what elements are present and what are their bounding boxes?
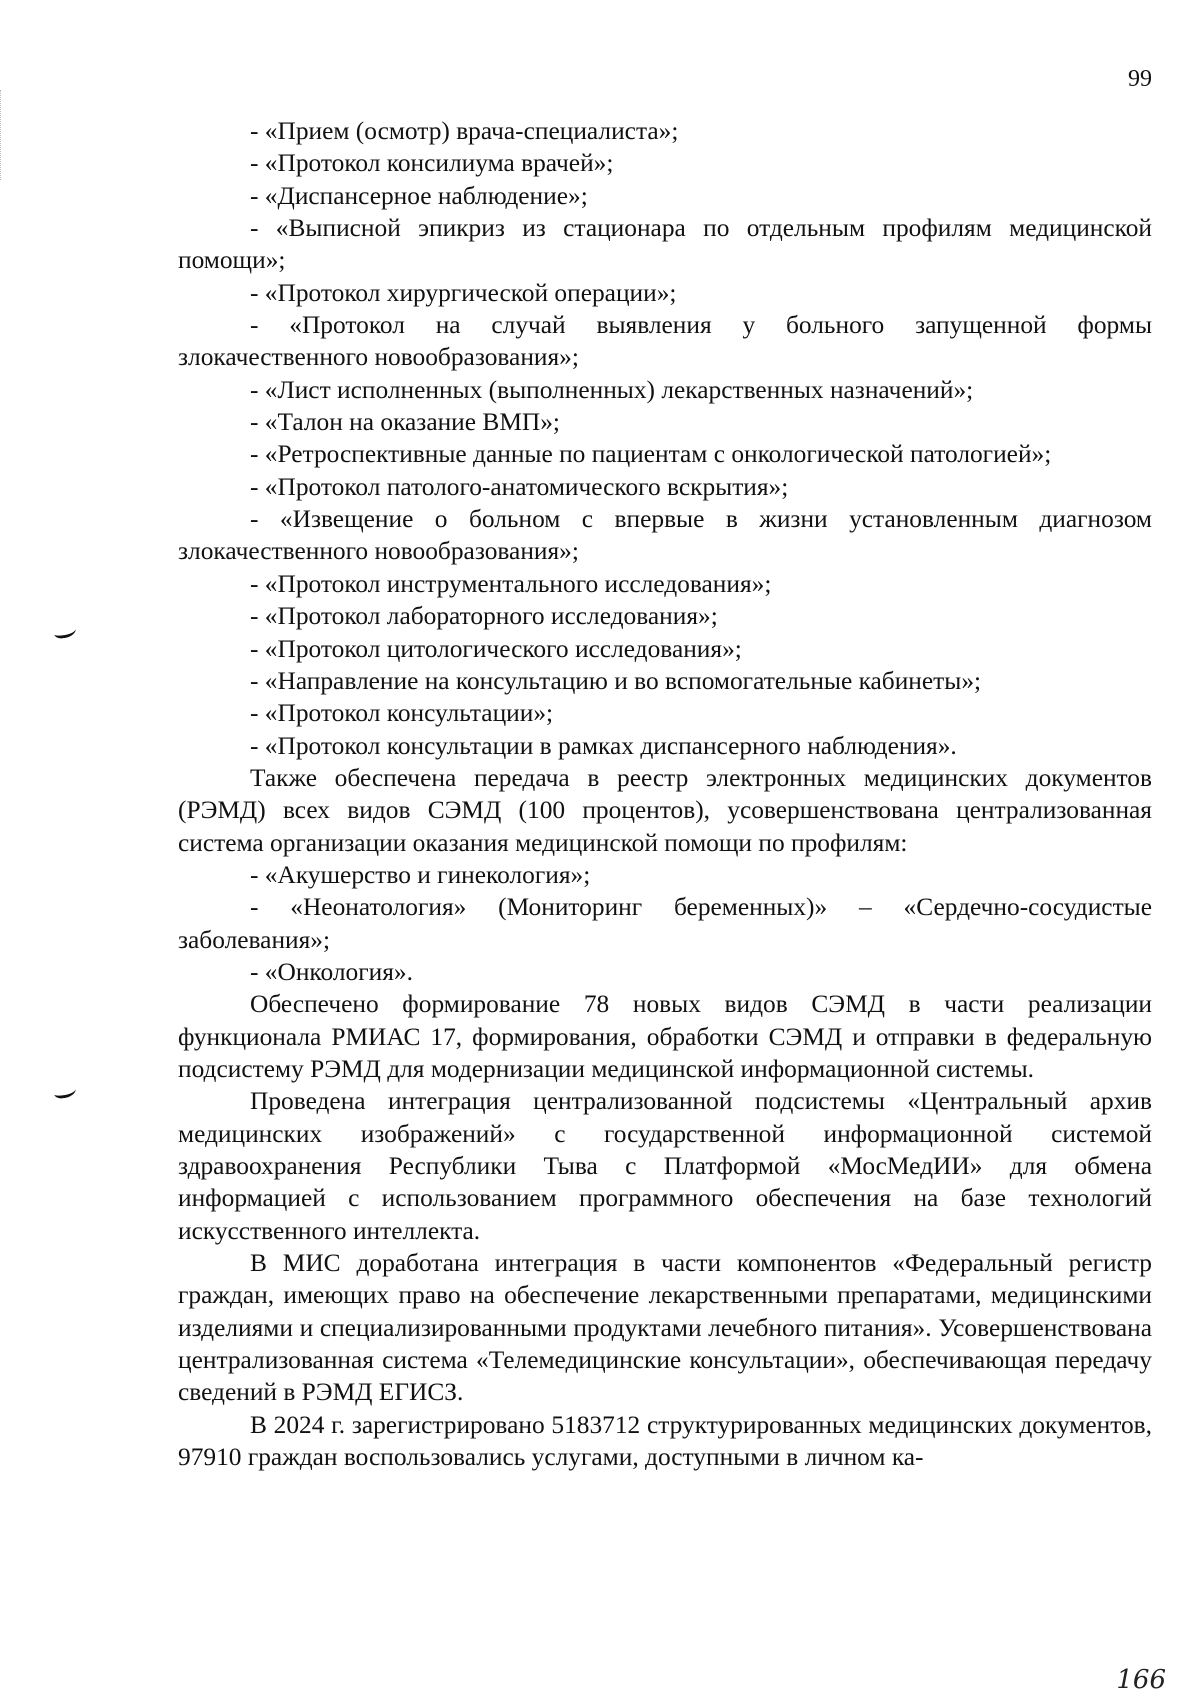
paragraph: Проведена интеграция централизованной подсистемы «Центральный архив медицинских изображений» с государственной информационной системой здравоохранения Республики Тыва с Платформой «МосМедИИ» для обмена информацией с использованием программного обеспечения на базе технологий искусственного интеллекта.	[178, 1087, 1152, 1245]
list-item: - «Талон на оказание ВМП»;	[250, 408, 560, 437]
list-item: - «Протокол консультации в рамках диспансерного наблюдения».	[250, 731, 957, 760]
list-item: - «Прием (осмотр) врача-специалиста»;	[250, 117, 679, 145]
list-item: - «Выписной эпикриз из стационара по отдельным профилям медицинской помощи»;	[178, 214, 1152, 275]
page-number: 99	[1128, 66, 1152, 92]
list-item: - «Протокол хирургической операции»;	[250, 278, 677, 307]
list-item: - «Лист исполненных (выполненных) лекарственных назначений»;	[250, 375, 974, 404]
list-item: - «Онкология».	[250, 957, 413, 986]
list-item: - «Протокол инструментального исследования»;	[250, 569, 772, 598]
list-item: - «Протокол лабораторного исследования»;	[250, 602, 718, 631]
document-body	[178, 115, 1152, 1473]
list-item: - «Протокол патолого-анатомического вскрытия»;	[250, 472, 789, 501]
list-item: - «Протокол консультации»;	[250, 699, 554, 728]
paragraph-remd: Также обеспечена передача в реестр электронных медицинских документов (РЭМД) всех видов СЭМД (100 процентов), усовершенствована централизованная система организации оказания медицинской помощи по профилям:	[178, 763, 1152, 857]
list-item: - «Протокол на случай выявления у больного запущенной формы злокачественного новообразования»;	[178, 311, 1152, 372]
handwritten-page-mark: 166	[1116, 1665, 1166, 1695]
paragraph: В 2024 г. зарегистрировано 5183712 структурированных медицинских документов, 97910 граждан воспользовались услугами, доступными в личном ка-	[178, 1410, 1152, 1472]
list-item: - «Неонатология» (Мониторинг беременных)» – «Сердечно-сосудистые заболевания»;	[178, 893, 1152, 954]
margin-check-mark	[53, 1084, 77, 1100]
list-item: - «Акушерство и гинекология»;	[250, 860, 591, 889]
paragraph: Обеспечено формирование 78 новых видов СЭМД в части реализации функционала РМИАС 17, формирования, обработки СЭМД и отправки в федеральную подсистему РЭМД для модернизации медицинской информационной системы.	[178, 990, 1152, 1083]
list-item: - «Диспансерное наблюдение»;	[250, 181, 588, 210]
list-item: - «Направление на консультацию и во вспомогательные кабинеты»;	[250, 666, 982, 695]
list-item: - «Ретроспективные данные по пациентам с онкологической патологией»;	[250, 440, 1052, 469]
margin-check-mark	[53, 624, 77, 640]
paragraph: В МИС доработана интеграция в части компонентов «Федеральный регистр граждан, имеющих право на обеспечение лекарственными препаратами, медицинскими изделиями и специализированными продуктами лечебного питания». Усовершенствована централизованная система «Телемедицинские консультации», обеспечивающая передачу сведений в РЭМД ЕГИСЗ.	[178, 1249, 1152, 1407]
list-item: - «Протокол консилиума врачей»;	[250, 149, 614, 178]
list-item: - «Извещение о больном с впервые в жизни установленным диагнозом злокачественного новообразования»;	[178, 505, 1152, 566]
scan-edge-dots	[0, 90, 11, 180]
list-item: - «Протокол цитологического исследования»;	[250, 634, 742, 663]
